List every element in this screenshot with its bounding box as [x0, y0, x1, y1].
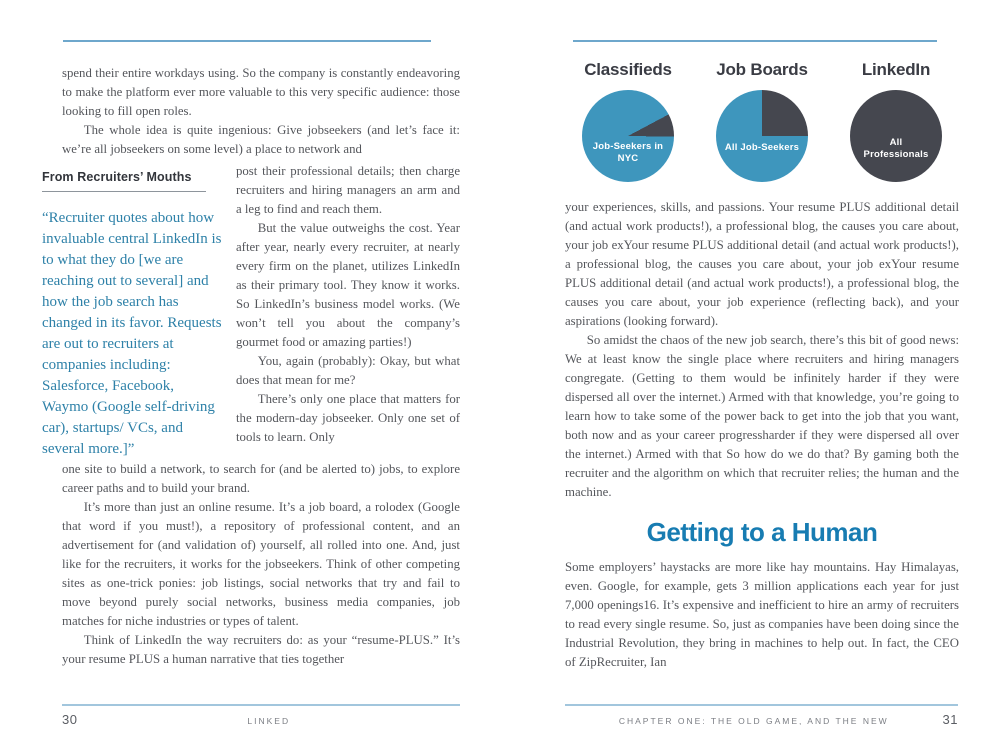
body-paragraph: There’s only one place that matters for the modern-day jobseeker. Only one set of tools to learn. Only [236, 392, 460, 444]
page-number: 31 [942, 712, 958, 727]
classifieds-pie [582, 90, 674, 182]
right-page [565, 60, 959, 672]
top-rule-left-page [63, 40, 431, 42]
body-paragraph: spend their entire workdays using. So the company is constantly endeavoring to make the platform ever more valuable to this very specific audience: those looking to fill open roles. [62, 66, 460, 118]
text-wrap-row [42, 162, 460, 460]
section-heading: Getting to a Human [646, 517, 878, 547]
body-paragraph: one site to build a network, to search for (and be alerted to) jobs, to explore career paths and to build your brand. [62, 462, 460, 495]
pie-center-label: Job-Seekers in NYC [592, 140, 664, 164]
body-paragraph: The whole idea is quite ingenious: Give jobseekers (and let’s face it: we’re all jobseekers on some level) a place to network and [62, 123, 460, 156]
body-paragraph: Some employers’ haystacks are more like hay mountains. Hay Himalayas, even. Google, for example, gets 3 million applications each year for just 7,000 openings16. It’s expensive and inefficient to hire an army of recruiters to read every single resume. So, just as companies have been doing since the Industrial Revolution, they bring in machines to help out. In fact, the CEO of ZipRecruiter, Ian [565, 560, 959, 669]
pie-center-label: All Professionals [863, 136, 929, 160]
body-paragraph: post their professional details; then charge recruiters and hiring managers an arm and a leg to find and reach them. [236, 164, 460, 216]
running-title-book: LINKED [247, 716, 291, 726]
body-paragraph: You, again (probably): Okay, but what does that mean for me? [236, 354, 460, 387]
wrapped-body-column [236, 162, 460, 460]
pie-chart-linkedin [833, 60, 959, 182]
body-paragraph: It’s more than just an online resume. It’s a job board, a rolodex (Google that word if you must!), a repository of professional content, and an advertisement for (and validation of) yourself, all rolled into one. And, just like for the recruiters, it works for the jobseekers. Think of other competing sites as one-trick ponies: job listings, social networks that try and fail to move beyond purely social networks, business media companies, job matches for niche industries or types of talent. [62, 500, 460, 628]
footer-rule-left-page [62, 704, 460, 706]
job-boards-pie [716, 90, 808, 182]
left-page [42, 64, 460, 669]
body-paragraph: So amidst the chaos of the new job search, there’s this bit of good news: We at least know the single place where recruiters and hiring managers congregate. (Getting to them would be infinitely harder if they were dispersed all over the internet.) Armed with that knowledge, you’re going to learn how to take some of the power back to get into the job that you want, both now and as your career progressharder if they were dispersed all over the internet.) Armed with that So how do we do that? By gaming both the recruiter and the algorithm on which that recruiter relies; the human and the machine. [565, 333, 959, 499]
left-page-footer [62, 712, 460, 727]
body-paragraph: But the value outweighs the cost. Year after year, nearly every recruiter, at nearly every firm on the planet, utilizes LinkedIn as their primary tool. They know it works. So LinkedIn’s business model works. (We won’t tell you about the company’s gourmet food or amazing parties!) [236, 221, 460, 349]
footer-rule-right-page [565, 704, 958, 706]
chart-title: LinkedIn [861, 60, 931, 79]
pie-charts-row [565, 60, 959, 182]
page-number: 30 [62, 712, 78, 727]
running-title-chapter: CHAPTER ONE: THE OLD GAME, AND THE NEW [618, 716, 889, 726]
pull-quote: “Recruiter quotes about how invaluable central LinkedIn is to what they do [we are reaching out to several] and how the job search has changed in its favor. Requests are out to recruiters at companies including: Salesforce, Facebook, Waymo (Google self-driving car), startups/ VCs, and several more.]” [42, 210, 222, 457]
chart-title: Classifieds [584, 60, 672, 79]
recruiter-quote-sidebar [42, 162, 222, 460]
linkedin-pie [850, 90, 942, 182]
right-page-footer [565, 712, 958, 727]
pie-center-label: All Job-Seekers [724, 141, 800, 153]
body-paragraph: your experiences, skills, and passions. Your resume PLUS additional detail (and actual work products!), a professional blog, the causes you care about, your job exYour resume PLUS additional detail (and actual work products!), a professional blog, the causes you care about, your job exYour resume PLUS additional detail (and actual work products!), a professional blog, the causes you care about, your job experience (reflecting back), and your aspirations (looking forward). [565, 200, 959, 328]
sidebar-heading: From Recruiters’ Mouths [42, 170, 206, 192]
section-text [565, 558, 959, 672]
top-rule-right-page [573, 40, 937, 42]
body-paragraph: Think of LinkedIn the way recruiters do: as your “resume-PLUS.” It’s your resume PLUS a human narrative that ties together [62, 633, 460, 666]
right-page-text [565, 198, 959, 502]
chart-title: Job Boards [716, 60, 808, 79]
pie-chart-job-boards [699, 60, 825, 182]
pie-chart-classifieds [565, 60, 691, 182]
